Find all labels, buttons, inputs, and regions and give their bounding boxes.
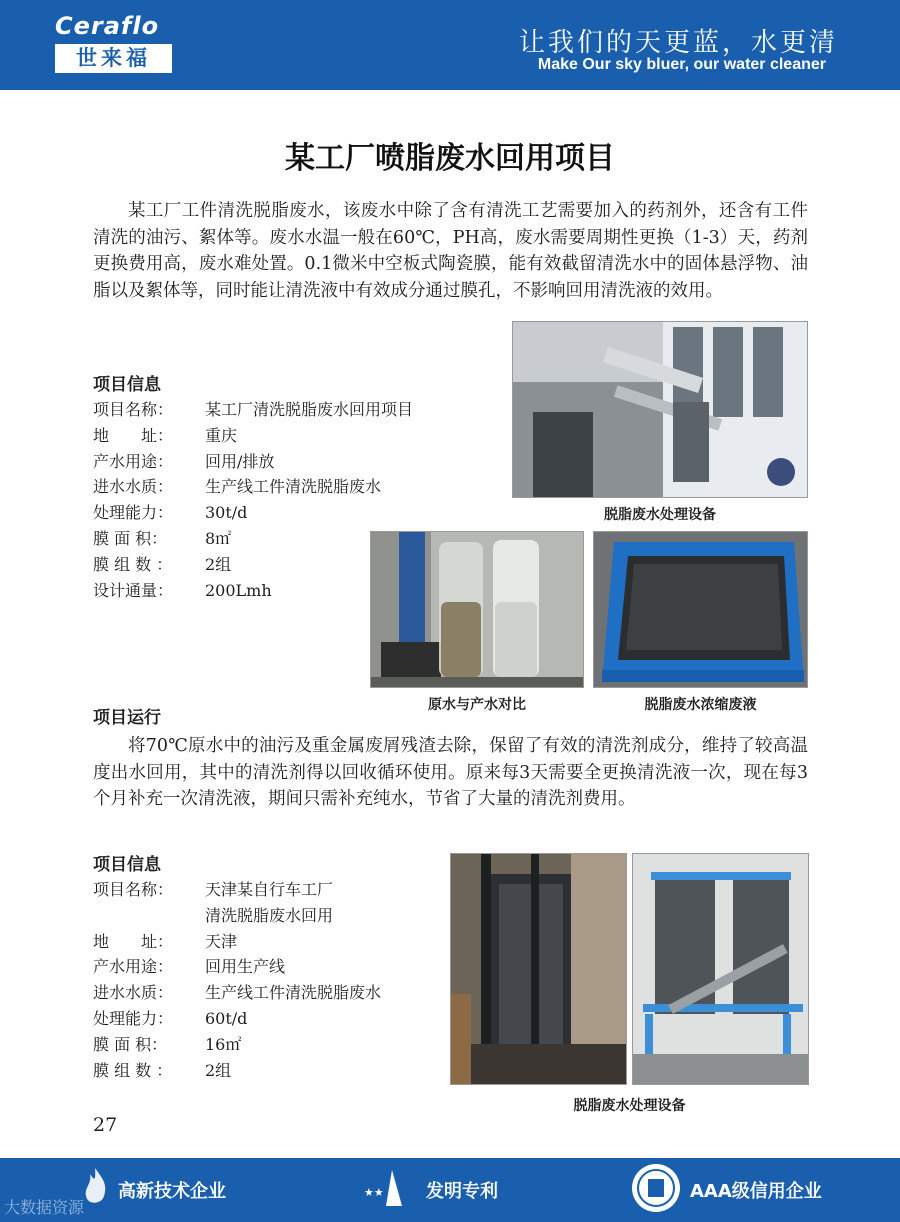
flame-icon bbox=[80, 1166, 110, 1215]
info-value: 生产线工件清洗脱脂废水 bbox=[205, 983, 382, 1003]
water-comparison-caption: 原水与产水对比 bbox=[428, 697, 526, 713]
tianjin-photo-caption: 脱脂废水处理设备 bbox=[573, 1098, 686, 1114]
info-value: 清洗脱脂废水回用 bbox=[205, 905, 334, 925]
project2-heading: 项目信息 bbox=[93, 855, 161, 875]
water-comparison-photo bbox=[370, 531, 584, 688]
info-value: 回用生产线 bbox=[205, 957, 286, 977]
info-label: 处理能力： bbox=[93, 503, 174, 523]
info-label: 进水水质： bbox=[93, 983, 174, 1003]
info-value: 生产线工件清洗脱脂废水 bbox=[205, 477, 382, 497]
info-row bbox=[93, 526, 413, 552]
info-value: 8㎡ bbox=[205, 528, 232, 548]
info-value: 重庆 bbox=[205, 425, 238, 445]
info-value: 天津某自行车工厂 bbox=[205, 880, 334, 899]
page-title: 某工厂喷脂废水回用项目 bbox=[285, 141, 615, 176]
slogan-en: Make Our sky bluer, our water cleaner bbox=[537, 56, 826, 73]
equipment-photo bbox=[512, 321, 808, 498]
svg-text:★★: ★★ bbox=[364, 1185, 384, 1199]
info-row bbox=[93, 449, 413, 475]
info-value: 某工厂清洗脱脂废水回用项目 bbox=[205, 400, 414, 419]
brand-name-cn: 世来福 bbox=[55, 44, 172, 73]
footer-item-hightech bbox=[80, 1158, 226, 1222]
footer-label: 高新技术企业 bbox=[118, 1181, 226, 1202]
brand-logo bbox=[55, 12, 172, 73]
slogan-cn: 让我们的天更蓝，水更清 bbox=[518, 28, 838, 58]
tianjin-equipment-photo-left bbox=[450, 853, 627, 1085]
info-label: 产水用途： bbox=[93, 957, 174, 977]
project2-info-list bbox=[93, 877, 381, 1083]
info-row bbox=[93, 423, 413, 449]
patent-icon bbox=[362, 1166, 418, 1215]
project1-heading: 项目信息 bbox=[93, 375, 161, 395]
info-value: 回用/排放 bbox=[205, 451, 275, 471]
info-label: 膜 面 积： bbox=[93, 1034, 168, 1054]
info-row bbox=[93, 552, 413, 578]
info-value: 2组 bbox=[205, 554, 232, 574]
concentrate-caption: 脱脂废水浓缩废液 bbox=[644, 697, 757, 713]
page-number: 27 bbox=[93, 1114, 118, 1136]
operation-paragraph: 将70℃原水中的油污及重金属废屑残渣去除，保留了有效的清洗剂成分，维持了较高温度出水回用，其中的清洗剂得以回收循环使用。原来每3天需要全更换清洗液一次，现在每3个月补充一次清洗液，期间只需补充纯水，节省了大量的清洗剂费用。 bbox=[93, 736, 808, 809]
footer-label: AAA级信用企业 bbox=[690, 1181, 822, 1202]
info-label bbox=[93, 903, 205, 929]
info-label: 产水用途： bbox=[93, 451, 174, 471]
info-value: 30t/d bbox=[205, 503, 248, 523]
info-label: 设计通量： bbox=[93, 580, 174, 600]
info-label: 项目名称： bbox=[93, 880, 174, 899]
info-value: 200Lmh bbox=[205, 580, 272, 600]
info-row bbox=[93, 397, 413, 423]
concentrate-photo bbox=[593, 531, 808, 688]
info-label: 处理能力： bbox=[93, 1008, 174, 1028]
footer-banner bbox=[0, 1158, 900, 1222]
info-value: 天津 bbox=[205, 931, 238, 951]
operation-heading: 项目运行 bbox=[93, 708, 161, 728]
equipment-photo-caption: 脱脂废水处理设备 bbox=[604, 507, 716, 523]
watermark-text: 大数据资源 bbox=[4, 1198, 85, 1217]
info-row bbox=[93, 980, 381, 1006]
info-value: 2组 bbox=[205, 1060, 232, 1080]
info-row bbox=[93, 474, 413, 500]
info-value: 60t/d bbox=[205, 1008, 248, 1028]
info-label: 膜 组 数 ： bbox=[93, 554, 173, 574]
info-row bbox=[93, 929, 381, 955]
footer-label: 发明专利 bbox=[426, 1181, 498, 1202]
info-label: 地 址： bbox=[93, 931, 174, 951]
info-row bbox=[93, 1058, 381, 1084]
info-label: 地 址： bbox=[93, 425, 174, 445]
header-banner bbox=[0, 0, 900, 90]
footer-item-patent bbox=[362, 1158, 498, 1222]
info-value: 16㎡ bbox=[205, 1034, 242, 1054]
info-row bbox=[93, 877, 381, 903]
footer-item-credit bbox=[630, 1158, 822, 1222]
tianjin-equipment-photo-right bbox=[632, 853, 809, 1085]
info-label: 进水水质： bbox=[93, 477, 174, 497]
info-row bbox=[93, 578, 413, 604]
credit-seal-icon bbox=[630, 1162, 682, 1219]
brand-name-en: Ceraflo bbox=[55, 12, 160, 40]
info-row bbox=[93, 1006, 381, 1032]
info-label: 项目名称： bbox=[93, 400, 174, 419]
intro-paragraph: 某工厂工件清洗脱脂废水，该废水中除了含有清洗工艺需要加入的药剂外，还含有工件清洗的油污、絮体等。废水水温一般在60℃，PH高，废水需要周期性更换（1-3）天，药剂更换费用高，废水难处置。0.1微米中空板式陶瓷膜，能有效截留清洗水中的固体悬浮物、油脂以及絮体等，同时能让清洗液中有效成分通过膜孔，不影响回用清洗液的效用。 bbox=[93, 201, 808, 301]
info-label: 膜 组 数 ： bbox=[93, 1060, 173, 1080]
info-row bbox=[93, 903, 381, 929]
info-row bbox=[93, 1032, 381, 1058]
project1-info-list bbox=[93, 397, 413, 603]
info-row bbox=[93, 954, 381, 980]
info-label: 膜 面 积： bbox=[93, 528, 168, 548]
info-row bbox=[93, 500, 413, 526]
